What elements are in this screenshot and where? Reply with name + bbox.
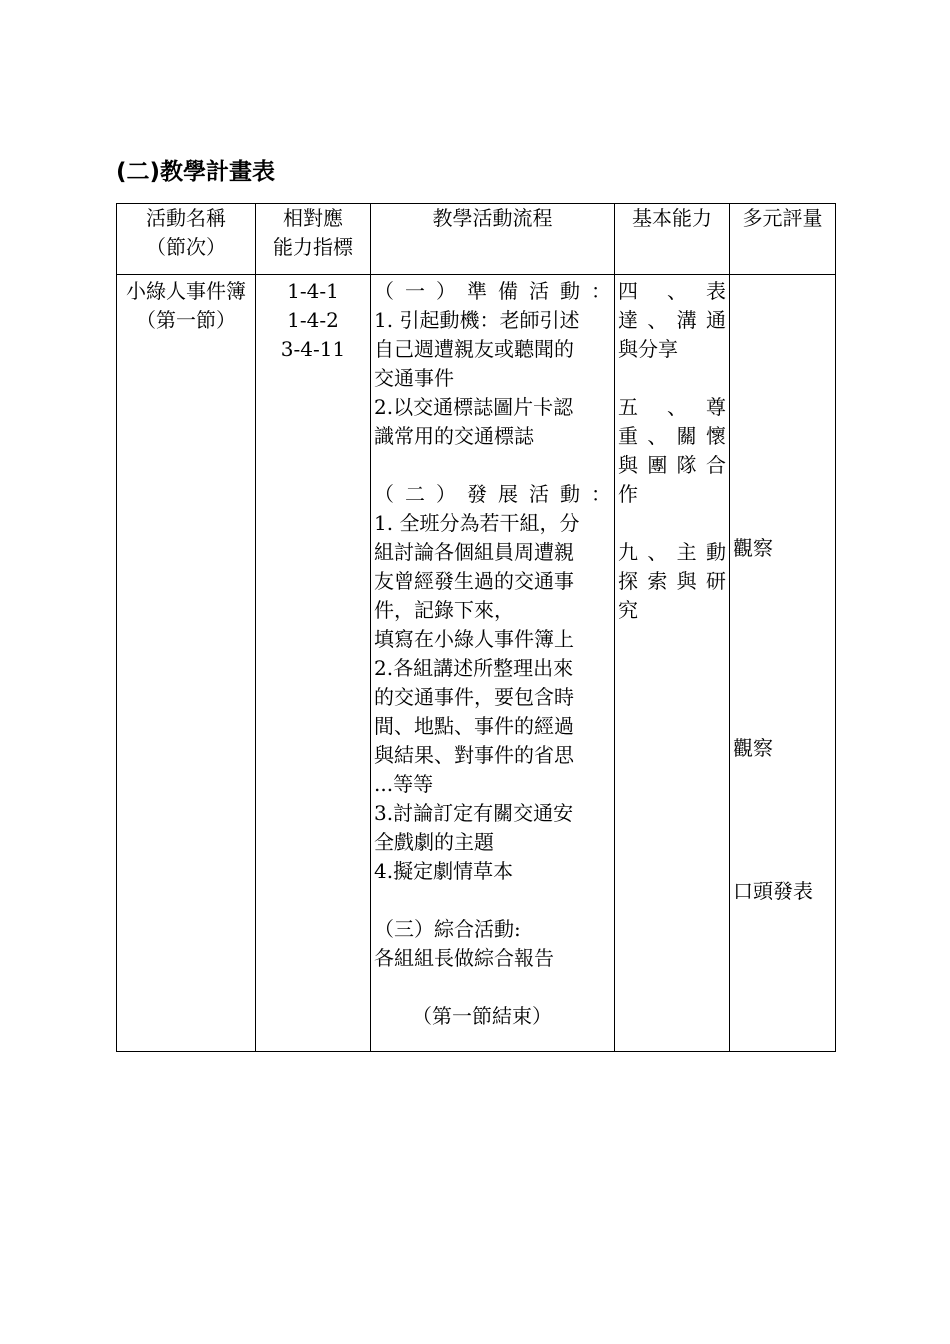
flow-line: 2.以交通標誌圖片卡認 [374,395,574,419]
header-indicators [256,204,371,275]
header-text: 活動名稱 [146,206,226,230]
flow-line: 4.擬定劇情草本 [374,859,514,883]
page-title: (二)教學計畫表 [116,159,276,185]
flow-line: 組討論各個組員周遭親 [374,540,574,564]
activity-name: 小綠人事件簿 [126,279,246,303]
flow-heading-summary: （三）綜合活動: [374,917,521,941]
indicator-code: 1-4-1 [287,279,339,303]
ability-line: 究 [618,598,638,622]
cell-indicators [256,275,371,1052]
indicator-code: 1-4-2 [287,308,339,332]
flow-line: 間、地點、事件的經過 [374,714,574,738]
flow-line: 識常用的交通標誌 [374,424,534,448]
ability-line: 與團隊合 [618,453,726,477]
teaching-plan-table [116,203,836,1052]
ability-line: 重、關懷 [618,424,726,448]
flow-line: 各組組長做綜合報告 [374,946,554,970]
flow-line: 1. 全班分為若干組，分 [374,511,580,535]
ability-line: 四 、 表 [618,279,726,303]
cell-basic-ability [615,275,730,1052]
flow-line: 全戲劇的主題 [374,830,494,854]
header-assessment [730,204,836,275]
flow-line: 自己週遭親友或聽聞的 [374,337,574,361]
header-activity-name [117,204,256,275]
assessment-item: 口頭發表 [733,879,813,903]
session-end-note: （第一節結束） [412,1004,552,1028]
flow-line: ...等等 [374,772,434,796]
ability-line: 九、主動 [618,540,726,564]
header-text: 相對應 [283,206,343,230]
flow-line: 友曾經發生過的交通事 [374,569,574,593]
ability-line: 五 、 尊 [618,395,726,419]
table-header-row [117,204,836,275]
header-text: （節次） [146,235,226,259]
spacer [374,973,611,1002]
ability-line: 探索與研 [618,569,726,593]
header-text: 基本能力 [632,206,712,230]
assessment-item: 觀察 [733,536,773,560]
session-label: （第一節） [136,308,236,332]
table-row [117,275,836,1052]
cell-assessment [730,275,836,1052]
flow-line: 3.討論訂定有關交通安 [374,801,574,825]
header-text: 能力指標 [273,235,353,259]
header-flow [371,204,615,275]
spacer [618,364,726,393]
indicator-code: 3-4-11 [280,337,346,361]
spacer [374,451,611,480]
assessment-item: 觀察 [733,736,773,760]
header-basic-ability [615,204,730,275]
cell-flow [371,275,615,1052]
header-text: 多元評量 [742,206,823,230]
ability-line: 與分享 [618,337,678,361]
ability-line: 達、溝通 [618,308,726,332]
flow-line: 的交通事件，要包含時 [374,685,574,709]
header-text: 教學活動流程 [432,206,553,230]
flow-heading-prep: （一）準備活動： [374,279,611,303]
flow-line: 與結果、對事件的省思 [374,743,574,767]
spacer [374,886,611,915]
flow-line: 1. 引起動機：老師引述 [374,308,580,332]
flow-line: 填寫在小綠人事件簿上 [374,627,574,651]
ability-line: 作 [618,482,638,506]
spacer [618,509,726,538]
flow-line: 件，記錄下來， [374,598,514,622]
flow-line: 2.各組講述所整理出來 [374,656,574,680]
flow-heading-dev: （二）發展活動： [374,482,611,506]
cell-activity-name [117,275,256,1052]
flow-line: 交通事件 [374,366,454,390]
